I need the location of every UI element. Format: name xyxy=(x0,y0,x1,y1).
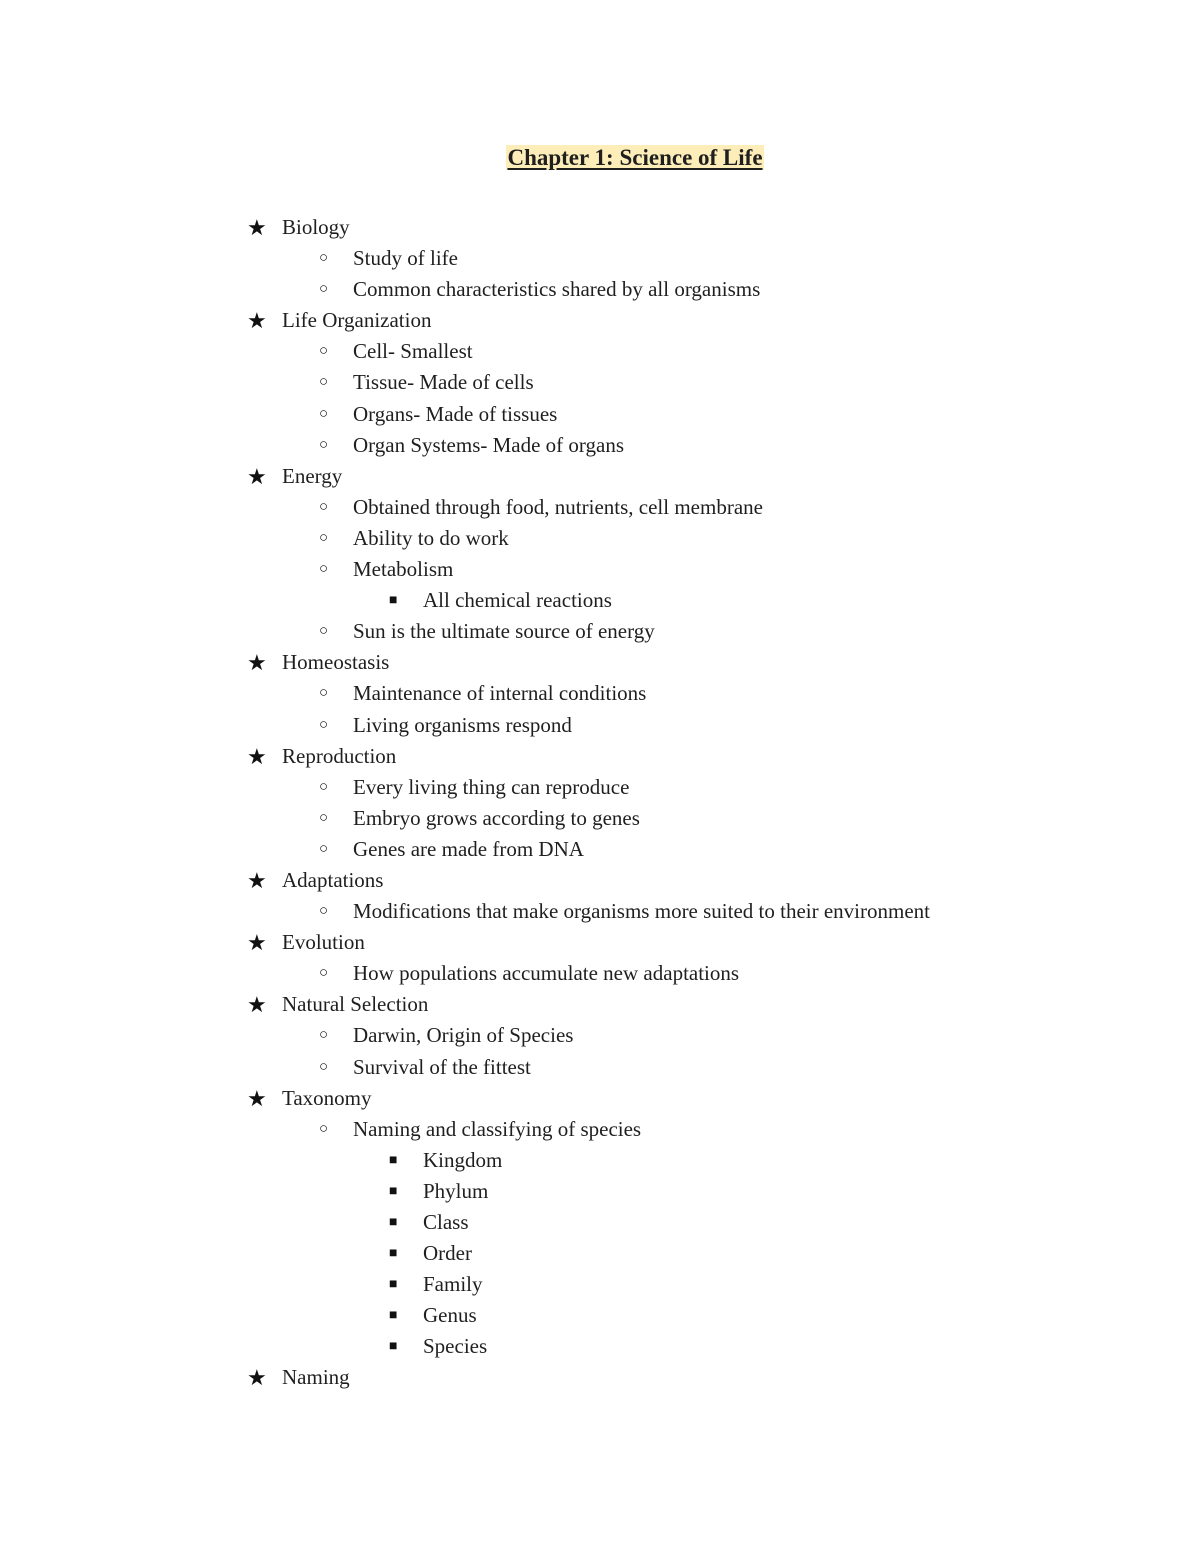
outline-subsubitem xyxy=(0,1269,1200,1300)
outline-subsubitem xyxy=(0,1207,1200,1238)
outline-item-text: Phylum xyxy=(423,1178,489,1203)
outline-item-text: Embryo grows according to genes xyxy=(353,805,640,830)
outline-item-text: Common characteristics shared by all organisms xyxy=(353,277,761,302)
outline-heading-item xyxy=(0,927,1200,958)
circle-bullet-icon: ○ xyxy=(319,374,329,391)
outline-subitem xyxy=(0,803,1200,834)
outline-item-text: Ability to do work xyxy=(353,525,509,550)
outline-subitem xyxy=(0,430,1200,461)
star-bullet-icon: ★ xyxy=(247,650,267,676)
outline-item-text: Order xyxy=(423,1241,472,1266)
circle-bullet-icon: ○ xyxy=(319,529,329,546)
circle-bullet-icon: ○ xyxy=(319,716,329,733)
circle-bullet-icon: ○ xyxy=(319,498,329,515)
outline-subsubitem xyxy=(0,1176,1200,1207)
outline-item-text: Sun is the ultimate source of energy xyxy=(353,619,655,644)
outline-heading-item xyxy=(0,989,1200,1020)
outline-item-text: Species xyxy=(423,1334,488,1359)
outline-item-text: Homeostasis xyxy=(282,650,390,675)
page-title-text: Chapter 1: Science of Life xyxy=(507,145,763,170)
outline-item-text: Tissue- Made of cells xyxy=(353,370,534,395)
star-bullet-icon: ★ xyxy=(247,308,267,334)
circle-bullet-icon: ○ xyxy=(319,903,329,920)
outline-heading-item xyxy=(0,461,1200,492)
outline-subitem xyxy=(0,834,1200,865)
outline-heading-item xyxy=(0,1083,1200,1114)
circle-bullet-icon: ○ xyxy=(319,1027,329,1044)
square-bullet-icon: ■ xyxy=(389,593,398,609)
outline-subitem xyxy=(0,554,1200,585)
outline-subitem xyxy=(0,492,1200,523)
outline-subitem xyxy=(0,523,1200,554)
outline-item-text: Evolution xyxy=(282,930,365,955)
outline-item-text: Kingdom xyxy=(423,1147,503,1172)
outline-subsubitem xyxy=(0,1300,1200,1331)
outline-item-text: Biology xyxy=(282,215,350,239)
outline-subitem xyxy=(0,274,1200,305)
outline-item-text: Naming and classifying of species xyxy=(353,1116,642,1141)
outline-subitem xyxy=(0,772,1200,803)
square-bullet-icon: ■ xyxy=(389,1246,398,1262)
outline-item-text: Cell- Smallest xyxy=(353,339,473,364)
outline-heading-item xyxy=(0,647,1200,678)
outline-item-text: Taxonomy xyxy=(282,1085,372,1110)
outline-subitem xyxy=(0,958,1200,989)
outline-subitem xyxy=(0,399,1200,430)
outline-item-text: Obtained through food, nutrients, cell membrane xyxy=(353,494,763,519)
square-bullet-icon: ■ xyxy=(389,1215,398,1230)
outline-subitem xyxy=(0,710,1200,741)
circle-bullet-icon: ○ xyxy=(319,840,329,857)
outline-item-text: Class xyxy=(423,1210,469,1234)
outline-item-text: Life Organization xyxy=(282,308,432,333)
outline-item-text: Every living thing can reproduce xyxy=(353,774,630,799)
star-bullet-icon: ★ xyxy=(247,743,267,769)
outline-subitem xyxy=(0,243,1200,274)
outline-subsubitem xyxy=(0,1238,1200,1269)
outline-item-text: Genus xyxy=(423,1303,477,1328)
circle-bullet-icon: ○ xyxy=(319,623,329,640)
outline-item-text: Family xyxy=(423,1272,483,1297)
outline-item-text: Adaptations xyxy=(282,867,384,892)
square-bullet-icon: ■ xyxy=(389,1277,398,1293)
star-bullet-icon: ★ xyxy=(247,992,267,1018)
outline-subitem xyxy=(0,678,1200,709)
circle-bullet-icon: ○ xyxy=(319,778,329,795)
outline-item-text: How populations accumulate new adaptations xyxy=(353,961,740,986)
outline-subitem xyxy=(0,367,1200,398)
outline-subsubitem xyxy=(0,585,1200,616)
outline-item-text: All chemical reactions xyxy=(423,588,612,613)
outline-subsubitem xyxy=(0,1331,1200,1362)
square-bullet-icon: ■ xyxy=(389,1339,398,1355)
circle-bullet-icon: ○ xyxy=(319,685,329,702)
star-bullet-icon: ★ xyxy=(247,1085,267,1111)
outline-item-text: Survival of the fittest xyxy=(353,1054,531,1079)
outline-item-text: Living organisms respond xyxy=(353,712,572,737)
outline-item-text: Energy xyxy=(282,463,343,488)
outline-subsubitem xyxy=(0,1145,1200,1176)
circle-bullet-icon: ○ xyxy=(319,809,329,826)
page-title xyxy=(0,141,1200,175)
circle-bullet-icon: ○ xyxy=(319,250,329,267)
outline-heading-item xyxy=(0,865,1200,896)
square-bullet-icon: ■ xyxy=(389,1183,398,1199)
outline-item-text: Study of life xyxy=(353,246,458,271)
outline-item-text: Modifications that make organisms more suited to their environment xyxy=(353,899,930,924)
circle-bullet-icon: ○ xyxy=(319,1120,329,1137)
outline-item-text: Naming xyxy=(282,1365,350,1390)
star-bullet-icon: ★ xyxy=(247,930,267,956)
circle-bullet-icon: ○ xyxy=(319,965,329,982)
outline-item-text: Natural Selection xyxy=(282,992,429,1017)
outline-subitem xyxy=(0,1114,1200,1145)
outline-item-text: Darwin, Origin of Species xyxy=(353,1023,574,1048)
outline-subitem xyxy=(0,896,1200,927)
outline-item-text: Maintenance of internal conditions xyxy=(353,681,647,706)
star-bullet-icon: ★ xyxy=(247,215,267,240)
outline-subitem xyxy=(0,616,1200,647)
star-bullet-icon: ★ xyxy=(247,1365,267,1391)
square-bullet-icon: ■ xyxy=(389,1152,398,1168)
square-bullet-icon: ■ xyxy=(389,1308,398,1324)
circle-bullet-icon: ○ xyxy=(319,281,329,298)
outline-subitem xyxy=(0,336,1200,367)
circle-bullet-icon: ○ xyxy=(319,1058,329,1075)
outline-item-text: Organ Systems- Made of organs xyxy=(353,432,625,457)
star-bullet-icon: ★ xyxy=(247,867,267,893)
outline-item-text: Reproduction xyxy=(282,743,397,768)
outline-item-text: Genes are made from DNA xyxy=(353,836,584,861)
star-bullet-icon: ★ xyxy=(247,463,267,489)
outline-item-text: Organs- Made of tissues xyxy=(353,401,558,426)
notes-outline xyxy=(0,212,1200,1394)
circle-bullet-icon: ○ xyxy=(319,405,329,422)
outline-heading-item xyxy=(0,305,1200,336)
outline-subitem xyxy=(0,1020,1200,1051)
circle-bullet-icon: ○ xyxy=(319,436,329,453)
outline-heading-item xyxy=(0,741,1200,772)
outline-heading-item xyxy=(0,212,1200,243)
outline-subitem xyxy=(0,1052,1200,1083)
circle-bullet-icon: ○ xyxy=(319,561,329,578)
outline-item-text: Metabolism xyxy=(353,557,454,582)
outline-heading-item xyxy=(0,1362,1200,1393)
circle-bullet-icon: ○ xyxy=(319,343,329,360)
